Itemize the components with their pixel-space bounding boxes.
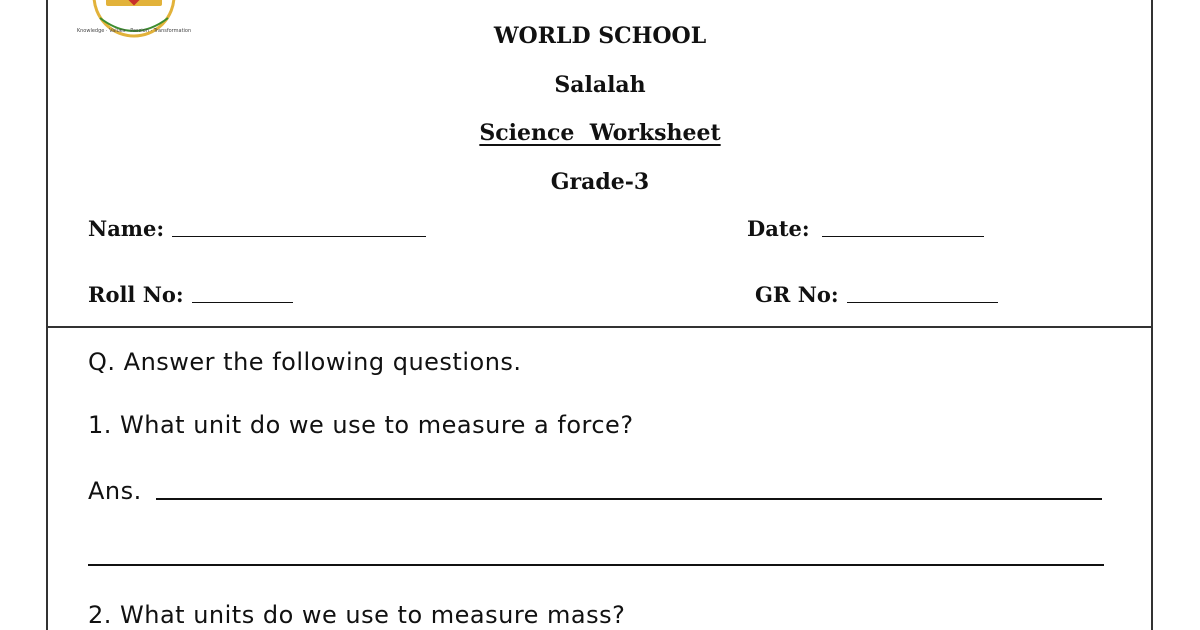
roll-label: Roll No: bbox=[88, 282, 184, 307]
worksheet-title-text: Science Worksheet bbox=[479, 120, 721, 146]
gr-field bbox=[755, 282, 998, 307]
question-1: 1. What unit do we use to measure a force? bbox=[88, 411, 634, 439]
date-label: Date: bbox=[747, 216, 810, 241]
logo-motto: Knowledge · Values · Passion · Transformation bbox=[76, 28, 192, 34]
grade-label: Grade-3 bbox=[550, 169, 650, 195]
gr-label: GR No: bbox=[755, 282, 839, 307]
name-field bbox=[88, 216, 426, 241]
answer-line-2[interactable] bbox=[88, 564, 1104, 566]
roll-blank[interactable] bbox=[192, 301, 293, 303]
worksheet-title bbox=[0, 120, 1200, 146]
date-blank[interactable] bbox=[822, 235, 984, 237]
name-label: Name: bbox=[88, 216, 165, 241]
header-divider bbox=[46, 326, 1153, 328]
answer-label: Ans. bbox=[88, 477, 142, 505]
answer-line-1[interactable] bbox=[156, 498, 1102, 500]
gr-blank[interactable] bbox=[847, 301, 998, 303]
instruction-text: Q. Answer the following questions. bbox=[88, 348, 522, 376]
name-blank[interactable] bbox=[172, 235, 426, 237]
answer-row-1 bbox=[88, 477, 1102, 505]
school-city: Salalah bbox=[554, 72, 646, 98]
date-field bbox=[747, 216, 984, 241]
school-name: WORLD SCHOOL bbox=[493, 23, 707, 49]
question-2: 2. What units do we use to measure mass? bbox=[88, 601, 626, 629]
roll-field bbox=[88, 282, 293, 307]
